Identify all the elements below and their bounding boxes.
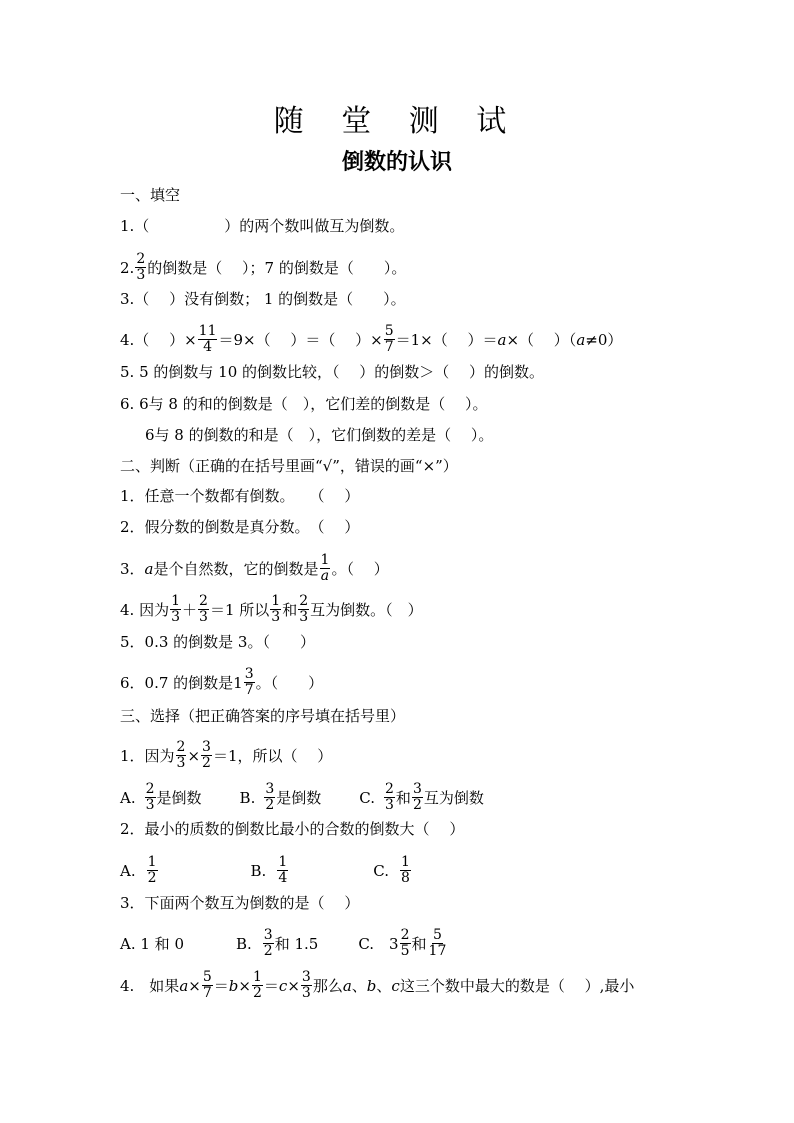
section-heading-fill: 一、填空	[120, 186, 181, 204]
fraction	[244, 667, 255, 698]
numerator: 2	[299, 593, 309, 609]
section-heading-choice: 三、选择（把正确答案的序号填在括号里）	[120, 707, 406, 725]
numerator: 1	[252, 969, 262, 985]
numerator: 11	[198, 323, 217, 339]
numerator: 3	[244, 666, 254, 682]
numerator: 2	[176, 739, 186, 755]
denominator: 3	[299, 609, 309, 625]
denominator: 17	[428, 943, 447, 959]
option-a-text: 是倒数	[156, 788, 202, 807]
choice-q2-options	[120, 855, 740, 886]
variable: b	[366, 976, 377, 995]
q-text: 、	[351, 976, 367, 995]
fill-q3: 3.（ ）没有倒数； 1 的倒数是（ ）。	[120, 290, 406, 308]
q-text: 那么	[312, 976, 343, 995]
q-text: 。（ ）	[255, 673, 324, 692]
page-title: 随 堂 测 试	[273, 104, 521, 139]
variable: c	[278, 976, 288, 995]
q-number: 2.	[120, 258, 135, 277]
numerator: 3	[265, 781, 275, 797]
numerator: 1	[271, 593, 281, 609]
denominator: 5	[400, 943, 410, 959]
q-text: ＝9×（ ）＝（ ）×	[218, 330, 383, 349]
q-text: 6．0.7 的倒数是1	[120, 673, 243, 692]
fraction	[270, 594, 281, 625]
fraction	[135, 252, 146, 283]
q-text: ×	[238, 976, 251, 995]
denominator: 3	[171, 609, 181, 625]
denominator: 2	[252, 985, 262, 1001]
numerator: 5	[202, 969, 212, 985]
denominator: 2	[202, 755, 211, 771]
numerator: 5	[384, 323, 394, 339]
q-text: ＋	[182, 600, 198, 619]
fraction	[298, 594, 309, 625]
fraction	[145, 782, 156, 813]
option-b-text: 和 1.5	[274, 934, 319, 953]
fraction	[320, 553, 331, 584]
option-a-label: A.	[120, 788, 136, 807]
numerator: 1	[278, 854, 288, 870]
q-text: ＝1 所以	[209, 600, 270, 619]
option-b-label: B.	[236, 934, 252, 953]
numerator: 2	[385, 781, 394, 797]
choice-q1	[120, 740, 740, 771]
q-text: 1．因为	[120, 746, 175, 765]
fill-q2	[120, 252, 740, 283]
q-text: 4. 因为	[120, 600, 170, 619]
fraction	[277, 855, 288, 886]
option-c-label: C.	[359, 788, 375, 807]
fill-q5: 5. 5 的倒数与 10 的倒数比较，（ ）的倒数＞（ ）的倒数。	[120, 363, 545, 381]
numerator: 2	[136, 251, 146, 267]
option-b-text: 是倒数	[276, 788, 322, 807]
q-text: 。（ ）	[331, 559, 389, 578]
q-text: ×	[187, 746, 201, 765]
denominator: 3	[199, 609, 208, 625]
fraction	[400, 928, 411, 959]
q-text: 3．	[120, 559, 145, 578]
q-text: ＝1×（ ）＝	[395, 330, 498, 349]
page-subtitle: 倒数的认识	[341, 150, 452, 175]
judge-q2: 2．假分数的倒数是真分数。 （ ）	[120, 518, 360, 536]
judge-q4	[120, 594, 740, 625]
fill-q6a: 6. 6与 8 的和的倒数是（ ），它们差的倒数是（ ）。	[120, 395, 488, 413]
option-a-label: A.	[120, 861, 136, 880]
q-text: ×	[188, 976, 201, 995]
denominator: 3	[145, 797, 155, 813]
q-text: ＝	[263, 976, 279, 995]
q-text: 、	[376, 976, 392, 995]
numerator: 3	[202, 739, 211, 755]
variable: a	[497, 330, 507, 349]
fraction	[176, 740, 187, 771]
fraction	[201, 740, 212, 771]
q-text: ×（ ）（	[506, 330, 577, 349]
q-text: 4. 如果	[120, 976, 180, 995]
q-text: ＝	[213, 976, 229, 995]
variable: a	[144, 559, 154, 578]
fraction	[263, 928, 274, 959]
fraction	[202, 970, 213, 1001]
fraction	[198, 324, 218, 355]
judge-q3	[120, 553, 740, 584]
q-text: ＝1，所以（ ）	[212, 746, 333, 765]
denominator: 7	[244, 682, 254, 698]
judge-q6	[120, 667, 740, 698]
numerator: 2	[199, 593, 208, 609]
q-text: ×	[287, 976, 300, 995]
numerator: 1	[400, 854, 410, 870]
option-b-label: B.	[250, 861, 267, 880]
q-text: 和	[282, 600, 298, 619]
denominator: 3	[271, 609, 281, 625]
q-text: 互为倒数。（ ）	[310, 600, 423, 619]
judge-q5: 5．0.3 的倒数是 3。（ ）	[120, 633, 315, 651]
denominator: 3	[176, 755, 186, 771]
fraction	[301, 970, 312, 1001]
denominator: 7	[384, 339, 394, 355]
choice-q4	[120, 970, 740, 1001]
numerator: 2	[400, 927, 410, 943]
q-text: ≠0）	[585, 330, 623, 349]
choice-q3-options	[120, 928, 740, 959]
numerator: 5	[433, 927, 442, 943]
denominator: 4	[278, 870, 288, 886]
section-heading-judge: 二、判断（正确的在括号里画“√”，错误的画“×”）	[120, 457, 458, 475]
fill-q4	[120, 324, 740, 355]
choice-q2: 2．最小的质数的倒数比最小的合数的倒数大（ ）	[120, 820, 465, 838]
option-a-text: A. 1 和 0	[120, 934, 184, 953]
option-c-label: C.	[373, 861, 389, 880]
denominator: 2	[147, 870, 157, 886]
choice-q1-options	[120, 782, 740, 813]
option-c-text: 和	[411, 934, 427, 953]
variable: b	[228, 976, 239, 995]
fraction	[147, 855, 158, 886]
fill-q6b: 6与 8 的倒数的和是（ ），它们倒数的差是（ ）。	[145, 426, 494, 444]
fraction	[264, 782, 275, 813]
q-text: 这三个数中最大的数是（ ）,最小	[399, 976, 635, 995]
choice-q3: 3．下面两个数互为倒数的是（ ）	[120, 894, 360, 912]
denominator: 3	[136, 267, 146, 283]
numerator: 2	[145, 781, 155, 797]
fraction	[384, 324, 395, 355]
denominator: 3	[301, 985, 311, 1001]
denominator: 4	[203, 339, 213, 355]
q-text: 4.（ ）×	[120, 330, 197, 349]
variable: c	[391, 976, 400, 995]
denominator: 2	[412, 797, 422, 813]
fraction	[400, 855, 411, 886]
judge-q1: 1．任意一个数都有倒数。 （ ）	[120, 487, 360, 505]
variable: a	[342, 976, 352, 995]
fraction	[412, 782, 423, 813]
fraction	[384, 782, 395, 813]
numerator: 1	[171, 593, 181, 609]
numerator: 1	[147, 854, 157, 870]
variable: a	[576, 330, 586, 349]
q-text: 的倒数是（ ）；7 的倒数是（ ）。	[147, 258, 407, 277]
denominator: 3	[385, 797, 394, 813]
option-c-text: 互为倒数	[423, 788, 484, 807]
denominator: a	[320, 568, 330, 584]
fraction	[198, 594, 209, 625]
fraction	[252, 970, 263, 1001]
option-b-label: B.	[239, 788, 256, 807]
fraction	[428, 928, 448, 959]
fill-q1: 1.（ ）的两个数叫做互为倒数。	[120, 217, 405, 235]
q-text: 是个自然数，它的倒数是	[153, 559, 319, 578]
denominator: 7	[202, 985, 212, 1001]
denominator: 2	[265, 797, 275, 813]
denominator: 8	[400, 870, 410, 886]
variable: a	[179, 976, 189, 995]
numerator: 1	[320, 552, 330, 568]
option-c-text: 和	[395, 788, 411, 807]
option-c-text: C. 3	[358, 934, 399, 953]
numerator: 3	[412, 781, 422, 797]
denominator: 2	[263, 943, 273, 959]
fraction	[170, 594, 181, 625]
numerator: 3	[301, 969, 311, 985]
numerator: 3	[263, 927, 273, 943]
